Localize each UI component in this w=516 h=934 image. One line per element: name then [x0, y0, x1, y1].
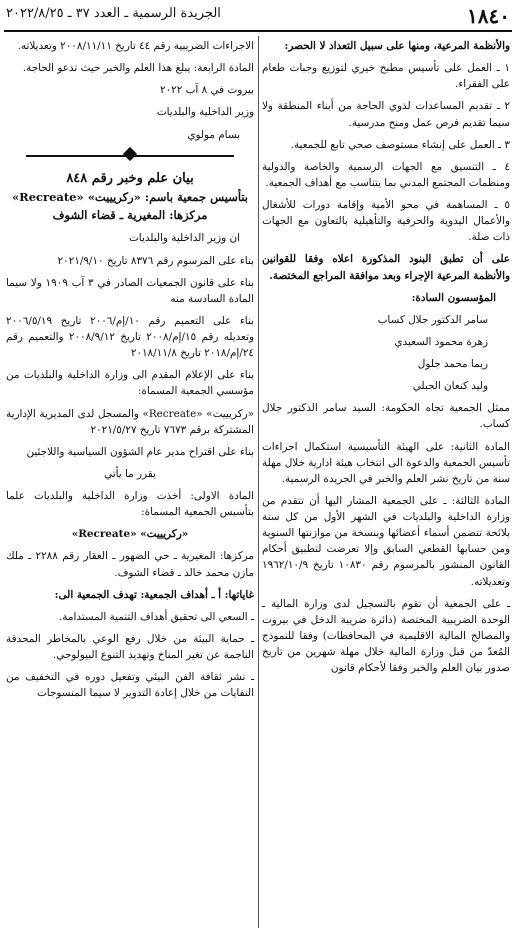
- header-rule: [4, 30, 512, 32]
- notice-paragraph: بناء على التعميم رقم ١٠/إم/٢٠٠٦ تاريخ ٢٠٠٦/٥/١٩ وتعديله رقم ١٥/إم/٢٠٠٨ تاريخ ٢٠٠٨/٩/١٢ والتعميم رقم ٢٤/إم/٢٠١٨ تاريخ ٢٠١٨/١١/٨: [6, 314, 254, 360]
- right-column-paragraph: ٢ ـ تقديم المساعدات لذوي الحاجة من أبناء المنطقة ولا سيما تقديم فرص عمل ومنح مدرسية.: [262, 100, 510, 129]
- diamond-icon: [123, 147, 137, 161]
- right-column-paragraph: ١ ـ العمل على تأسيس مطبخ خيري لتوزيع وجبات طعام على الفقراء.: [262, 62, 510, 91]
- right-column-paragraph: والأنظمة المرعية، ومنها على سبيل التعداد لا الحصر:: [284, 40, 510, 52]
- notice-paragraph: بناء على قانون الجمعيات الصادر في ٣ آب ١٩٠٩ ولا سيما المادة السادسة منه: [6, 276, 254, 305]
- right-column-paragraph: ـ على الجمعية أن تقوم بالتسجيل لدى وزارة المالية ـ الوحدة الضريبية المختصة (دائرة ضريبة الدخل في بيروت والمصالح المالية الاقليمية في المحافظات) وفقا للنموذج المُعدّ من قبل وزارة المالية خلال مهلة شهرين من تاريخ صدور بيان العلم والخبر وفقا لأحكام قانون: [262, 597, 510, 675]
- notice-paragraph: «ركريييت» «Recreate» والمسجل لدى المديرية الإدارية المشتركة برقم ٧٦٧٣ تاريخ ٢٠٢١/٥/٢٧: [6, 407, 254, 436]
- notice-subtitle: بتأسيس جمعية باسم: «ركريييت» «Recreate»: [11, 189, 249, 204]
- right-column-paragraph: على أن تطبق البنود المذكورة اعلاه وفقا للقوانين والأنظمة المرعية الإجراء وبعد موافقة المراجع المختصة.: [262, 253, 510, 282]
- right-column-paragraph: ٤ ـ التنسيق مع الجهات الرسمية والخاصة والدولية ومنظمات المجتمع المدني بما يتناسب مع أهداف الجمعية.: [262, 160, 510, 189]
- left-column-body: [6, 230, 254, 701]
- notice-location: مركزها: المغيرية ـ قضاء الشوف: [52, 207, 208, 222]
- notice-paragraph: ـ نشر ثقافة الفن البيئي وتفعيل دوره في التخفيف من النفايات من خلال إعادة التدوير لا سيما المنسوجات: [6, 671, 254, 700]
- page-header: [6, 4, 510, 30]
- right-column-paragraph: ممثل الجمعية تجاه الحكومة: السيد سامر الدكتور جلال كساب.: [262, 402, 510, 431]
- right-column-paragraph: وليد كنعان الجبلي: [412, 380, 488, 393]
- notice-paragraph: بناء على المرسوم رقم ٨٣٧٦ تاريخ ٢٠٢١/٩/١٠: [57, 254, 254, 267]
- right-column-paragraph: ٣ ـ العمل على إنشاء مستوصف صحي تابع للجمعية.: [290, 138, 510, 151]
- column-divider: [258, 36, 259, 928]
- notice-paragraph: مركزها: المغيرية ـ حي الضهور ـ العقار رقم ٢٢٨٨ ـ ملك مازن محمد خالد ـ قضاء الشوف.: [6, 550, 254, 579]
- notice-paragraph: المادة الاولى: أخذت وزارة الداخلية والبلديات علما بتأسيس الجمعية المسماة:: [6, 490, 254, 519]
- right-column-paragraph: المؤسسون السادة:: [411, 291, 496, 304]
- right-column-paragraph: المادة الثالثة: ـ على الجمعية المشار اليها أن تتقدم من وزارة الداخلية والبلديات في الشهر الأول من كل سنة بلائحة تتضمن أسماء أعضائها وبنسخة من موازنتها السنوية ومن حسابها القطعي السابق وإلا تعرضت لتطبيق أحكام القانون المنشور بالمرسوم رقم ١٠٨٣٠ تاريخ ١٩٦٢/١٠/٩ وتعديلاته.: [262, 494, 510, 588]
- left-column-paragraph: بسام مولوي: [187, 128, 240, 141]
- notice-paragraph: ـ السعي الى تحقيق أهداف التنمية المستدامة.: [59, 610, 254, 623]
- notice-paragraph: ـ حماية البيئة من خلال رفع الوعي بالمخاطر المحدقة الناجمة عن تغير المناخ وتهديد التنوع البيولوجي.: [6, 632, 254, 662]
- right-column-paragraph: المادة الثانية: على الهيئة التأسيسية استكمال اجراءات تأسيس الجمعية والدعوة الى انتخاب هيئة ادارية خلال مهلة سنة من تاريخ نشر العلم والخبر في الجريدة الرسمية.: [262, 440, 510, 485]
- notice-paragraph: ان وزير الداخلية والبلديات: [129, 232, 240, 245]
- right-column-paragraph: زهرة محمود السعيدي: [394, 335, 488, 348]
- right-column-paragraph: ٥ ـ المساهمة في محو الأمية وإقامة دورات للأشغال والأعمال اليدوية والحرفية والتأهيلية بالتعاون مع الجهات ذات صلة.: [262, 199, 510, 244]
- notice-paragraph: بناء على اقتراح مدير عام الشؤون السياسية واللاجئين: [26, 445, 254, 458]
- left-column-top: [6, 38, 254, 143]
- left-column-paragraph: المادة الرابعة: يبلغ هذا العلم والخبر حيث تدعو الحاجة.: [22, 62, 254, 75]
- right-column-paragraph: سامر الدكتور جلال كساب: [377, 313, 488, 326]
- left-column-paragraph: وزير الداخلية والبلديات: [156, 106, 254, 119]
- section-separator: [6, 149, 254, 163]
- notice-paragraph: غاياتها: أ ـ أهداف الجمعية: تهدف الجمعية الى:: [54, 588, 254, 601]
- notice-paragraph: «ركريييت» «Recreate»: [71, 528, 189, 541]
- notice-paragraph: يقرر ما يأتي: [104, 467, 156, 480]
- notice-paragraph: بناء على الإعلام المقدم الى وزارة الداخلية والبلديات من مؤسسي الجمعية المسماة:: [6, 369, 254, 398]
- page-number: ١٨٤٠: [467, 4, 510, 28]
- issue-line: الجريدة الرسمية ـ العدد ٣٧ ـ ٢٠٢٢/٨/٢٥: [6, 6, 221, 21]
- notice-title: بيان علم وخبر رقم ٨٤٨: [66, 170, 194, 186]
- left-column-paragraph: بيروت في ٨ آب ٢٠٢٢: [160, 84, 254, 97]
- right-column-paragraph: ريما محمد جلول: [417, 358, 488, 370]
- right-column: [262, 38, 510, 682]
- left-column: [6, 38, 254, 707]
- left-column-paragraph: الاجراءات الضريبية رقم ٤٤ تاريخ ٢٠٠٨/١١/١١ وتعديلاته.: [17, 40, 254, 52]
